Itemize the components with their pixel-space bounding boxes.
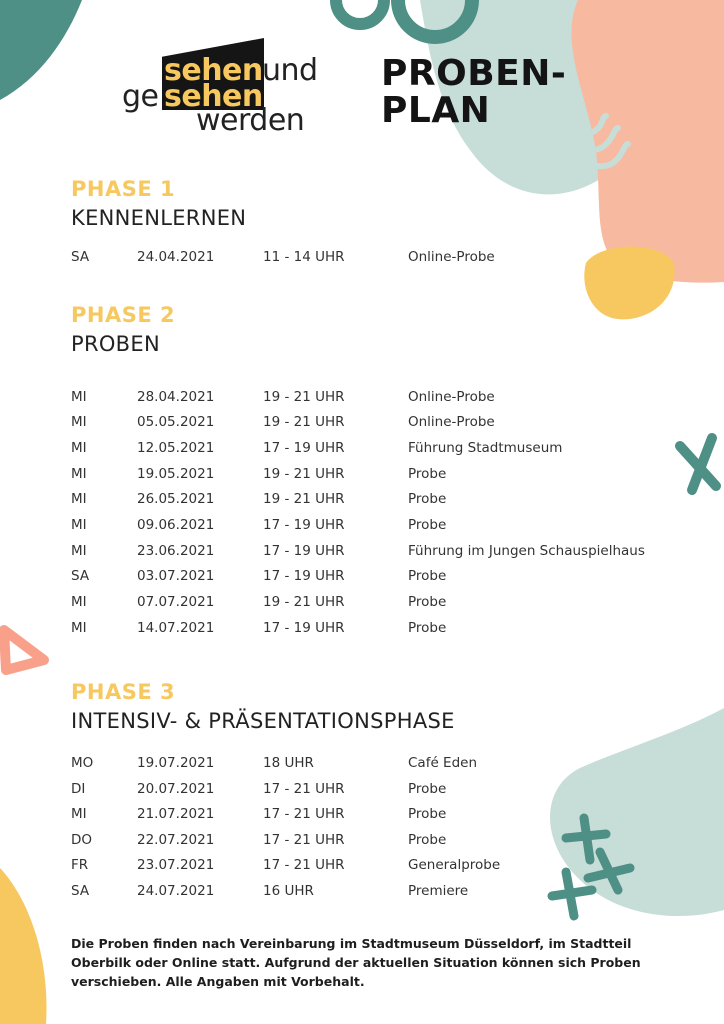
row-time: 17 - 19 UHR bbox=[263, 440, 345, 456]
row-day: MI bbox=[71, 466, 87, 482]
row-date: 19.05.2021 bbox=[137, 466, 215, 482]
row-date: 19.07.2021 bbox=[137, 755, 215, 771]
row-activity: Probe bbox=[408, 832, 447, 848]
row-activity: Probe bbox=[408, 568, 447, 584]
row-day: MI bbox=[71, 594, 87, 610]
row-activity: Probe bbox=[408, 806, 447, 822]
phase-2-label: PHASE 2 bbox=[71, 303, 176, 327]
row-day: MI bbox=[71, 440, 87, 456]
row-date: 05.05.2021 bbox=[137, 414, 215, 430]
row-time: 19 - 21 UHR bbox=[263, 466, 345, 482]
row-activity: Probe bbox=[408, 491, 447, 507]
row-date: 07.07.2021 bbox=[137, 594, 215, 610]
row-date: 24.07.2021 bbox=[137, 883, 215, 899]
row-activity: Premiere bbox=[408, 883, 469, 899]
row-date: 20.07.2021 bbox=[137, 781, 215, 797]
row-time: 16 UHR bbox=[263, 883, 314, 899]
row-time: 19 - 21 UHR bbox=[263, 414, 345, 430]
row-time: 19 - 21 UHR bbox=[263, 389, 345, 405]
row-activity: Probe bbox=[408, 517, 447, 533]
row-time: 17 - 21 UHR bbox=[263, 832, 345, 848]
row-day: MI bbox=[71, 414, 87, 430]
row-time: 17 - 21 UHR bbox=[263, 806, 345, 822]
row-activity: Führung Stadtmuseum bbox=[408, 440, 563, 456]
row-day: SA bbox=[71, 249, 90, 265]
row-day: MO bbox=[71, 755, 94, 771]
row-date: 23.06.2021 bbox=[137, 543, 215, 559]
row-day: MI bbox=[71, 543, 87, 559]
row-time: 18 UHR bbox=[263, 755, 314, 771]
row-activity: Probe bbox=[408, 466, 447, 482]
phase-3-label: PHASE 3 bbox=[71, 680, 176, 704]
salmon-triangle-left bbox=[4, 630, 44, 670]
phase-1-label: PHASE 1 bbox=[71, 177, 176, 201]
row-activity: Online-Probe bbox=[408, 249, 495, 265]
footer-note: Die Proben finden nach Vereinbarung im Stadtmuseum Düsseldorf, im Stadtteil Oberbilk oder Online statt. Aufgrund der aktuellen Situation können sich Proben verschieben. Alle Angaben mit Vorbehalt. bbox=[71, 936, 641, 989]
row-time: 19 - 21 UHR bbox=[263, 491, 345, 507]
row-day: DO bbox=[71, 832, 93, 848]
row-date: 14.07.2021 bbox=[137, 620, 215, 636]
row-date: 12.05.2021 bbox=[137, 440, 215, 456]
row-date: 22.07.2021 bbox=[137, 832, 215, 848]
mint-blob-bottom-right bbox=[550, 708, 724, 916]
row-time: 17 - 19 UHR bbox=[263, 543, 345, 559]
teal-cross-right bbox=[680, 438, 716, 490]
logo-word-werden: werden bbox=[196, 103, 305, 138]
yellow-blob-bottom-left bbox=[0, 868, 47, 1024]
salmon-blob-right bbox=[571, 0, 724, 283]
page-title bbox=[381, 55, 566, 129]
teal-arc-top bbox=[336, 0, 384, 24]
page-title-line-2: PLAN bbox=[381, 90, 491, 131]
row-time: 11 - 14 UHR bbox=[263, 249, 345, 265]
teal-blob-top-left bbox=[0, 0, 82, 100]
phase-1-name: KENNENLERNEN bbox=[71, 206, 247, 230]
row-time: 17 - 19 UHR bbox=[263, 517, 345, 533]
row-date: 28.04.2021 bbox=[137, 389, 215, 405]
row-day: MI bbox=[71, 806, 87, 822]
row-date: 03.07.2021 bbox=[137, 568, 215, 584]
row-time: 17 - 19 UHR bbox=[263, 620, 345, 636]
row-day: MI bbox=[71, 517, 87, 533]
phase-2-name: PROBEN bbox=[71, 332, 160, 356]
logo-word-und: und bbox=[262, 53, 318, 88]
row-day: SA bbox=[71, 883, 90, 899]
row-day: SA bbox=[71, 568, 90, 584]
row-time: 17 - 21 UHR bbox=[263, 781, 345, 797]
yellow-half-circle bbox=[584, 246, 674, 319]
row-activity: Online-Probe bbox=[408, 414, 495, 430]
row-time: 17 - 19 UHR bbox=[263, 568, 345, 584]
logo-word-sehen-2: sehen bbox=[164, 79, 263, 114]
row-activity: Online-Probe bbox=[408, 389, 495, 405]
phase-3-name: INTENSIV- & PRÄSENTATIONSPHASE bbox=[71, 709, 455, 733]
logo-word-ge: ge bbox=[122, 79, 159, 114]
row-day: FR bbox=[71, 857, 89, 873]
row-date: 21.07.2021 bbox=[137, 806, 215, 822]
row-date: 24.04.2021 bbox=[137, 249, 215, 265]
row-date: 09.06.2021 bbox=[137, 517, 215, 533]
row-activity: Generalprobe bbox=[408, 857, 501, 873]
row-day: MI bbox=[71, 491, 87, 507]
row-activity: Café Eden bbox=[408, 755, 478, 771]
row-activity: Probe bbox=[408, 594, 447, 610]
row-day: DI bbox=[71, 781, 86, 797]
row-day: MI bbox=[71, 620, 87, 636]
row-time: 17 - 21 UHR bbox=[263, 857, 345, 873]
row-day: MI bbox=[71, 389, 87, 405]
row-activity: Probe bbox=[408, 620, 447, 636]
row-activity: Führung im Jungen Schauspielhaus bbox=[408, 543, 645, 559]
row-time: 19 - 21 UHR bbox=[263, 594, 345, 610]
page-title-line-1: PROBEN- bbox=[381, 53, 567, 94]
logo bbox=[118, 34, 333, 138]
row-date: 26.05.2021 bbox=[137, 491, 215, 507]
row-date: 23.07.2021 bbox=[137, 857, 215, 873]
row-activity: Probe bbox=[408, 781, 447, 797]
logo-word-sehen-1: sehen bbox=[164, 53, 263, 88]
